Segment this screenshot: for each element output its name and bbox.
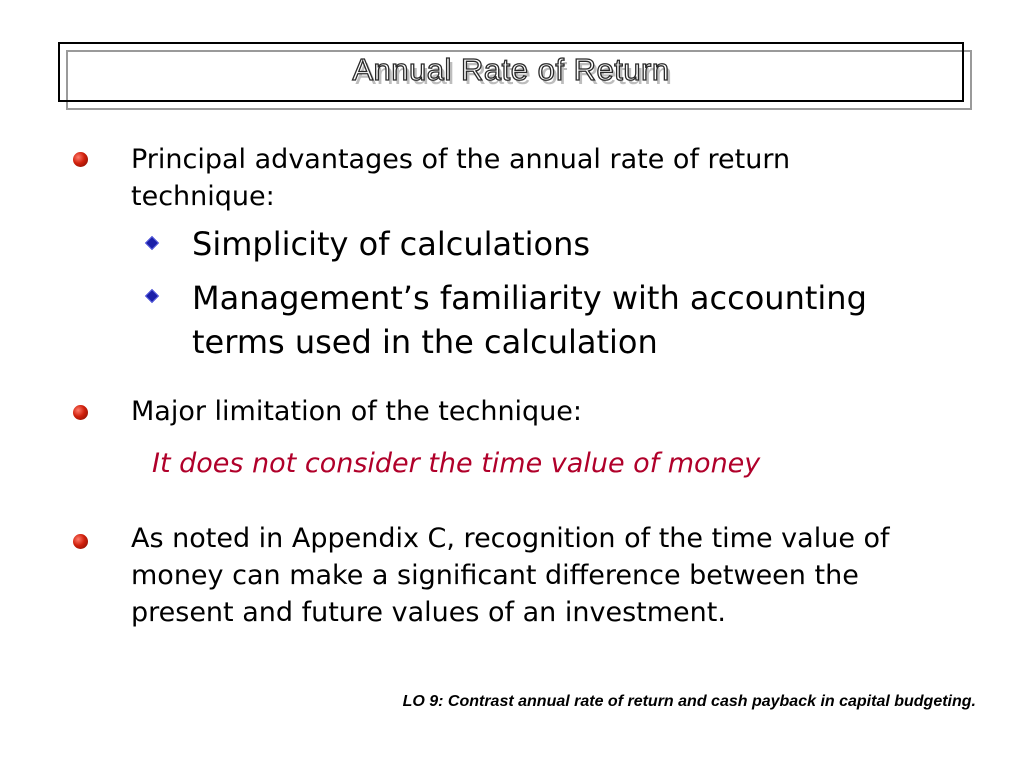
sub-bullet-2-icon [145, 289, 159, 303]
sub-item-1: Simplicity of calculations [192, 225, 591, 263]
bullet-1-icon [73, 152, 88, 167]
learning-objective-footer: LO 9: Contrast annual rate of return and cash payback in capital budgeting. [402, 693, 976, 710]
limitation-emphasis: It does not consider the time value of money [152, 448, 761, 479]
sub-item-2: Management’s familiarity with accounting terms used in the calculation [192, 279, 867, 361]
bullet-3-icon [73, 534, 88, 549]
bullet-1-text: Principal advantages of the annual rate of return technique: [131, 144, 791, 212]
slide-title: Annual Rate of Return [352, 52, 670, 87]
sub-bullet-1-icon [145, 236, 159, 250]
bullet-2-icon [73, 405, 88, 420]
bullet-2-text: Major limitation of the technique: [131, 396, 583, 427]
bullet-3-text: As noted in Appendix C, recognition of the time value of money can make a significant difference between the present and future values of an investment. [131, 523, 890, 628]
